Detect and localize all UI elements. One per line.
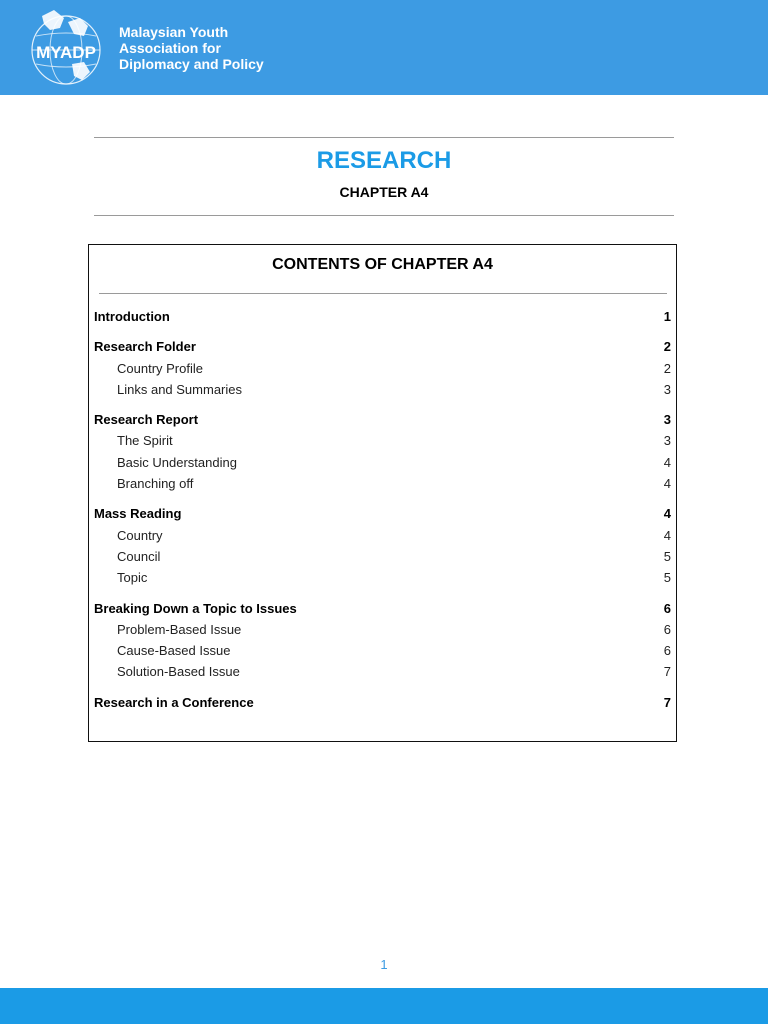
toc-entry-page-number: 7 (663, 694, 671, 710)
toc-entry-label: Problem-Based Issue (117, 621, 242, 637)
toc-subsection-entry[interactable] (94, 640, 671, 661)
toc-entry-label: Topic (117, 570, 148, 586)
toc-entry-page-number: 2 (663, 339, 671, 355)
org-name-line-1: Malaysian Youth (119, 24, 229, 40)
toc-subsection-entry[interactable] (94, 661, 671, 682)
toc-subsection-entry[interactable] (94, 452, 671, 473)
toc-subsection-entry[interactable] (94, 358, 671, 379)
title-top-divider (94, 137, 674, 138)
toc-entry-page-number: 5 (663, 570, 671, 586)
toc-entry-page-number: 2 (663, 360, 671, 376)
toc-entry-label: Country (117, 527, 163, 543)
toc-subsection-entry[interactable] (94, 525, 671, 546)
toc-entry-label: Research in a Conference (94, 694, 254, 710)
toc-entry-label: Solution-Based Issue (117, 664, 240, 680)
document-subtitle: CHAPTER A4 (339, 184, 429, 200)
toc-section-entry[interactable] (94, 598, 671, 619)
toc-entry-label: Cause-Based Issue (117, 643, 231, 659)
toc-subsection-entry[interactable] (94, 430, 671, 451)
toc-subsection-entry[interactable] (94, 546, 671, 567)
toc-entry-page-number: 3 (663, 433, 671, 449)
toc-entry-label: Mass Reading (94, 506, 182, 522)
table-of-contents (88, 244, 677, 742)
org-name-line-2: Association for (119, 40, 221, 56)
toc-section-entry[interactable] (94, 503, 671, 524)
toc-section-entry[interactable] (94, 692, 671, 713)
toc-entry-page-number: 7 (663, 664, 671, 680)
toc-entry-page-number: 4 (663, 527, 671, 543)
toc-entry-label: Links and Summaries (117, 381, 242, 397)
toc-entry-page-number: 6 (663, 643, 671, 659)
toc-entry-label: Introduction (94, 309, 170, 324)
toc-divider (99, 293, 667, 294)
toc-entry-page-number: 6 (663, 621, 671, 637)
organization-name (119, 24, 264, 72)
title-bottom-divider (94, 215, 674, 216)
page-header (0, 0, 768, 95)
document-title: RESEARCH (316, 147, 452, 174)
logo-text: MYADP (36, 43, 96, 62)
toc-heading: CONTENTS OF CHAPTER A4 (272, 256, 493, 273)
page-footer-bar (0, 988, 768, 1024)
toc-entry-page-number: 4 (663, 476, 671, 492)
toc-entry-page-number: 4 (663, 506, 671, 522)
toc-entry-page-number: 5 (663, 548, 671, 564)
toc-entry-label: Basic Understanding (117, 454, 237, 470)
toc-entry-page-number: 1 (663, 309, 671, 324)
toc-entry-label: Breaking Down a Topic to Issues (94, 600, 297, 616)
toc-entry-label: Council (117, 548, 161, 564)
myadp-globe-logo-icon (28, 6, 104, 90)
toc-entry-page-number: 3 (663, 381, 671, 397)
toc-section-entry[interactable] (94, 409, 671, 430)
toc-entry-label: Branching off (117, 476, 194, 492)
toc-entry-page-number: 3 (663, 412, 671, 428)
toc-subsection-entry[interactable] (94, 567, 671, 588)
toc-subsection-entry[interactable] (94, 619, 671, 640)
toc-entry-label: Research Report (94, 412, 199, 428)
toc-section-entry[interactable] (94, 336, 671, 357)
toc-entry-label: Country Profile (117, 360, 203, 376)
toc-subsection-entry[interactable] (94, 473, 671, 494)
page-number: 1 (380, 957, 388, 972)
toc-entry-list (94, 306, 671, 713)
toc-subsection-entry[interactable] (94, 379, 671, 400)
toc-entry-page-number: 4 (663, 454, 671, 470)
toc-entry-page-number: 6 (663, 600, 671, 616)
toc-entry-label: The Spirit (117, 433, 173, 449)
toc-section-entry[interactable] (94, 306, 671, 327)
org-name-line-3: Diplomacy and Policy (119, 56, 264, 72)
toc-entry-label: Research Folder (94, 339, 196, 355)
